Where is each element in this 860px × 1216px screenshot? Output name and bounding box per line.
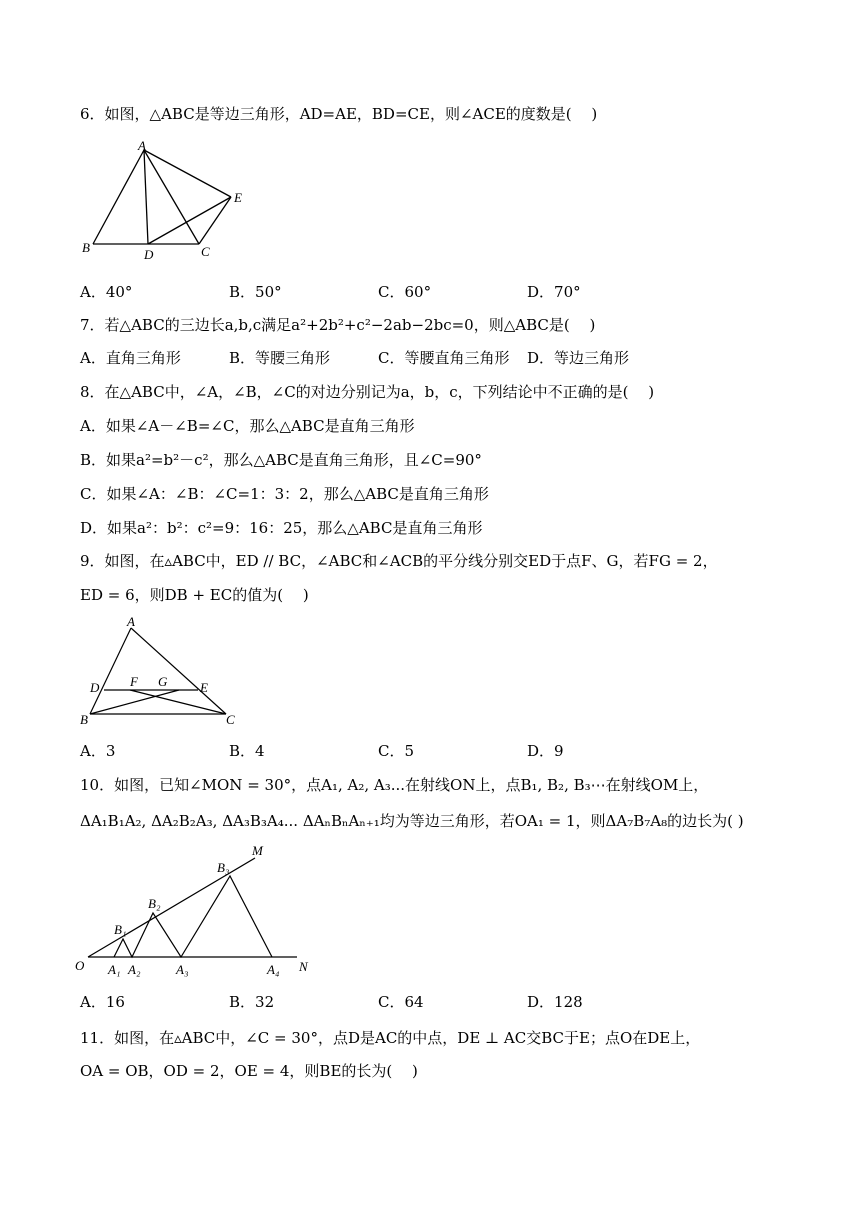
q10-stem-line2: ΔA₁B₁A₂, ΔA₂B₂A₃, ΔA₃B₃A₄... ΔAₙBₙAₙ₊₁均为等边三角形，若OA₁ = 1，则ΔA₇B₇A₈的边长为( ) bbox=[80, 812, 744, 830]
q6-label-c: C bbox=[201, 244, 210, 259]
q10-label-b3: B₃ bbox=[217, 860, 230, 875]
q10-label-a3: A₃ bbox=[176, 962, 189, 977]
q9-label-d: D bbox=[90, 680, 100, 695]
q10-stem-line1: 10．如图，已知∠MON = 30°，点A₁, A₂, A₃...在射线ON上，点B₁, B₂, B₃⋯在射线OM上， bbox=[80, 776, 709, 794]
q11-stem-line1: 11．如图，在▵ABC中，∠C = 30°，点D是AC的中点，DE ⊥ AC交BC于E；点O在DE上， bbox=[80, 1029, 701, 1047]
q9-option-d: D．9 bbox=[527, 742, 564, 760]
q10-label-n: N bbox=[299, 959, 308, 974]
q10-label-a2: A₂ bbox=[128, 962, 141, 977]
q7-option-b: B．等腰三角形 bbox=[229, 349, 331, 367]
q9-label-a: A bbox=[127, 616, 135, 629]
q8-option-d: D．如果a²：b²：c²=9：16：25，那么△ABC是直角三角形 bbox=[80, 519, 483, 537]
q6-figure bbox=[78, 138, 258, 264]
q10-label-b1: B₁ bbox=[114, 922, 127, 937]
q8-option-c: C．如果∠A：∠B：∠C=1：3：2，那么△ABC是直角三角形 bbox=[80, 485, 489, 503]
q9-stem-line1: 9．如图，在▵ABC中，ED // BC，∠ABC和∠ACB的平分线分别交ED于点F、G，若FG = 2， bbox=[80, 552, 718, 570]
q8-option-a: A．如果∠A－∠B=∠C，那么△ABC是直角三角形 bbox=[80, 417, 415, 435]
q9-figure bbox=[78, 616, 248, 728]
q10-option-b: B．32 bbox=[229, 993, 275, 1011]
q10-option-c: C．64 bbox=[378, 993, 424, 1011]
q10-label-a1: A₁ bbox=[108, 962, 121, 977]
q6-label-e: E bbox=[234, 190, 242, 205]
q9-label-f: F bbox=[130, 674, 138, 689]
q7-option-c: C．等腰直角三角形 bbox=[378, 349, 510, 367]
q11-stem-line2: OA = OB，OD = 2，OE = 4，则BE的长为( ) bbox=[80, 1062, 418, 1080]
q9-option-c: C．5 bbox=[378, 742, 415, 760]
q9-label-c: C bbox=[226, 712, 235, 727]
q6-label-d: D bbox=[144, 247, 154, 262]
q10-label-o: O bbox=[75, 958, 85, 973]
q6-stem: 6．如图，△ABC是等边三角形，AD=AE，BD=CE，则∠ACE的度数是( ) bbox=[80, 105, 598, 123]
q10-label-a4: A₄ bbox=[267, 962, 280, 977]
q6-option-c: C．60° bbox=[378, 283, 432, 301]
q9-label-b: B bbox=[80, 712, 88, 727]
q7-option-a: A．直角三角形 bbox=[80, 349, 181, 367]
q6-option-d: D．70° bbox=[527, 283, 581, 301]
q10-option-a: A．16 bbox=[80, 993, 125, 1011]
q10-figure bbox=[72, 838, 326, 986]
q10-label-b2: B₂ bbox=[148, 896, 161, 911]
q8-option-b: B．如果a²=b²－c²，那么△ABC是直角三角形，且∠C=90° bbox=[80, 451, 482, 469]
q6-option-b: B．50° bbox=[229, 283, 282, 301]
q10-option-d: D．128 bbox=[527, 993, 583, 1011]
q6-label-b: B bbox=[82, 240, 90, 255]
q6-option-a: A．40° bbox=[80, 283, 133, 301]
q9-option-b: B．4 bbox=[229, 742, 265, 760]
q9-stem-line2: ED = 6，则DB + EC的值为( ) bbox=[80, 586, 309, 604]
q9-label-e: E bbox=[200, 680, 208, 695]
q9-label-g: G bbox=[158, 674, 168, 689]
q9-option-a: A．3 bbox=[80, 742, 116, 760]
q7-stem: 7．若△ABC的三边长a,b,c满足a²+2b²+c²−2ab−2bc=0，则△ABC是( ) bbox=[80, 316, 596, 334]
q7-option-d: D．等边三角形 bbox=[527, 349, 630, 367]
q6-label-a: A bbox=[138, 138, 146, 153]
q10-label-m: M bbox=[252, 843, 263, 858]
q8-stem: 8．在△ABC中，∠A，∠B，∠C的对边分别记为a，b，c，下列结论中不正确的是( ) bbox=[80, 383, 655, 401]
